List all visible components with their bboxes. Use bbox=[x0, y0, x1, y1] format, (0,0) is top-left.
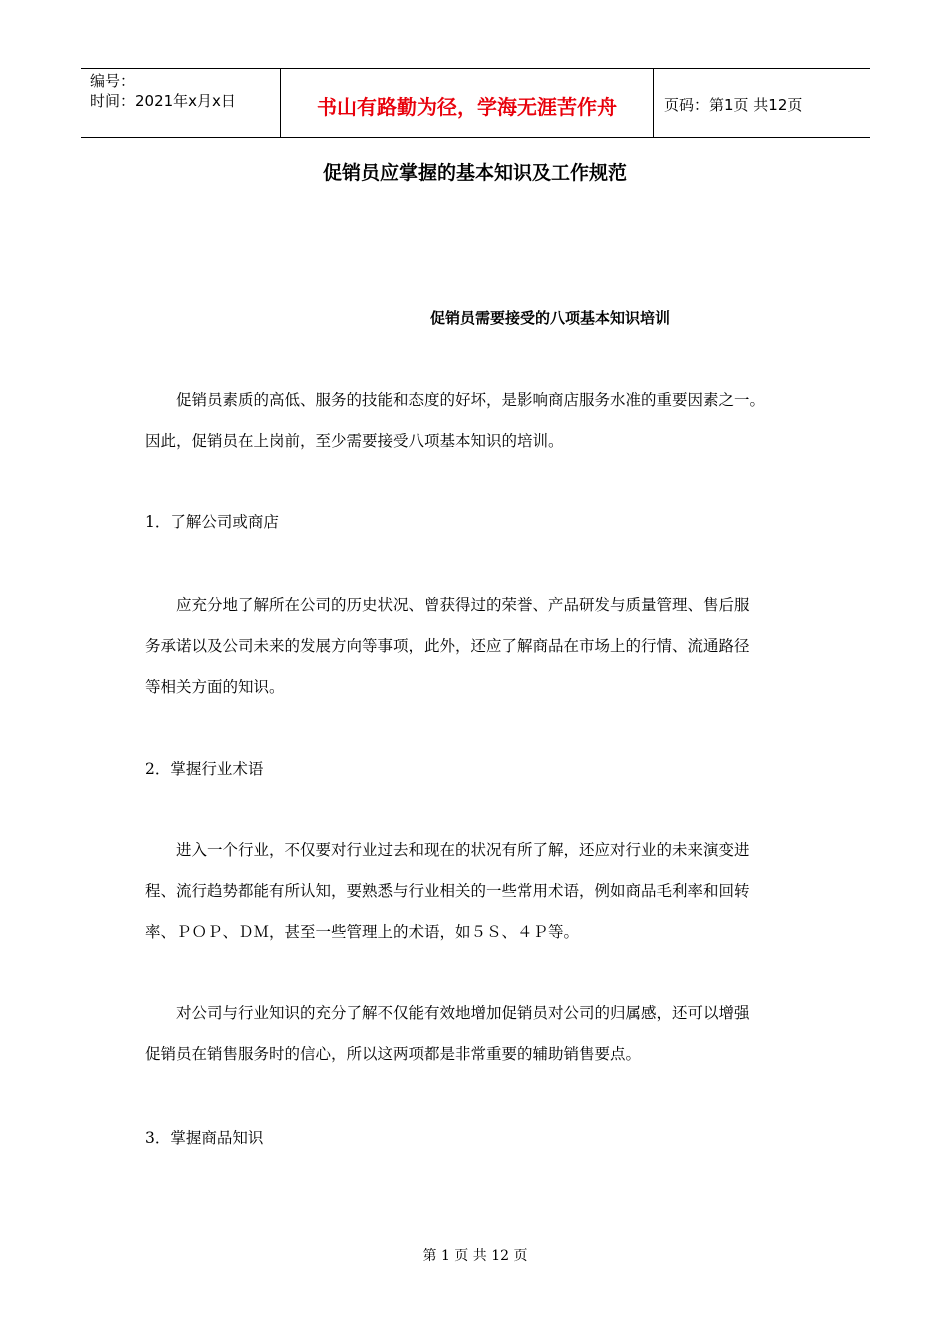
document-title: 促销员应掌握的基本知识及工作规范 bbox=[322, 162, 627, 184]
paragraph-line: 等相关方面的知识。 bbox=[145, 678, 285, 696]
paragraph-line: 进入一个行业，不仅要对行业过去和现在的状况有所了解，还应对行业的未来演变进 bbox=[145, 841, 750, 859]
paragraph-line: 率、ＰＯＰ、ＤＭ，甚至一些管理上的术语，如５Ｓ、４Ｐ等。 bbox=[145, 923, 580, 941]
intro-line: 因此，促销员在上岗前，至少需要接受八项基本知识的培训。 bbox=[145, 432, 564, 450]
document-header bbox=[81, 68, 870, 138]
section-subtitle: 促销员需要接受的八项基本知识培训 bbox=[430, 309, 671, 327]
intro-line: 促销员素质的高低、服务的技能和态度的好坏，是影响商店服务水准的重要因素之一。 bbox=[145, 391, 766, 409]
paragraph-line: 对公司与行业知识的充分了解不仅能有效地增加促销员对公司的归属感，还可以增强 bbox=[145, 1004, 750, 1022]
paragraph-line: 务承诺以及公司未来的发展方向等事项，此外，还应了解商品在市场上的行情、流通路径 bbox=[145, 637, 750, 655]
paragraph-line: 应充分地了解所在公司的历史状况、曾获得过的荣誉、产品研发与质量管理、售后服 bbox=[145, 596, 750, 614]
page-info: 页码：第1页 共12页 bbox=[664, 95, 803, 114]
header-motto-cell bbox=[281, 69, 654, 137]
header-meta-cell bbox=[81, 69, 281, 137]
header-page-cell bbox=[654, 69, 870, 137]
intro-paragraph bbox=[145, 380, 815, 462]
paragraph-line: 程、流行趋势都能有所认知，要熟悉与行业相关的一些常用术语，例如商品毛利率和回转 bbox=[145, 882, 750, 900]
paragraph-line: 促销员在销售服务时的信心，所以这两项都是非常重要的辅助销售要点。 bbox=[145, 1045, 642, 1063]
motto-text: 书山有路勤为径，学海无涯苦作舟 bbox=[317, 94, 617, 119]
date-line: 时间：2021年x月x日 bbox=[90, 92, 236, 110]
section-2-paragraph-2 bbox=[145, 993, 815, 1075]
section-2-paragraph-1 bbox=[145, 830, 815, 953]
section-1-heading: 1．了解公司或商店 bbox=[145, 513, 279, 531]
section-2-heading: 2．掌握行业术语 bbox=[145, 760, 264, 778]
code-label: 编号： bbox=[90, 72, 136, 90]
section-3-heading: 3．掌握商品知识 bbox=[145, 1129, 264, 1147]
page-footer: 第 1 页 共 12 页 bbox=[422, 1248, 528, 1264]
section-1-paragraph bbox=[145, 585, 815, 708]
